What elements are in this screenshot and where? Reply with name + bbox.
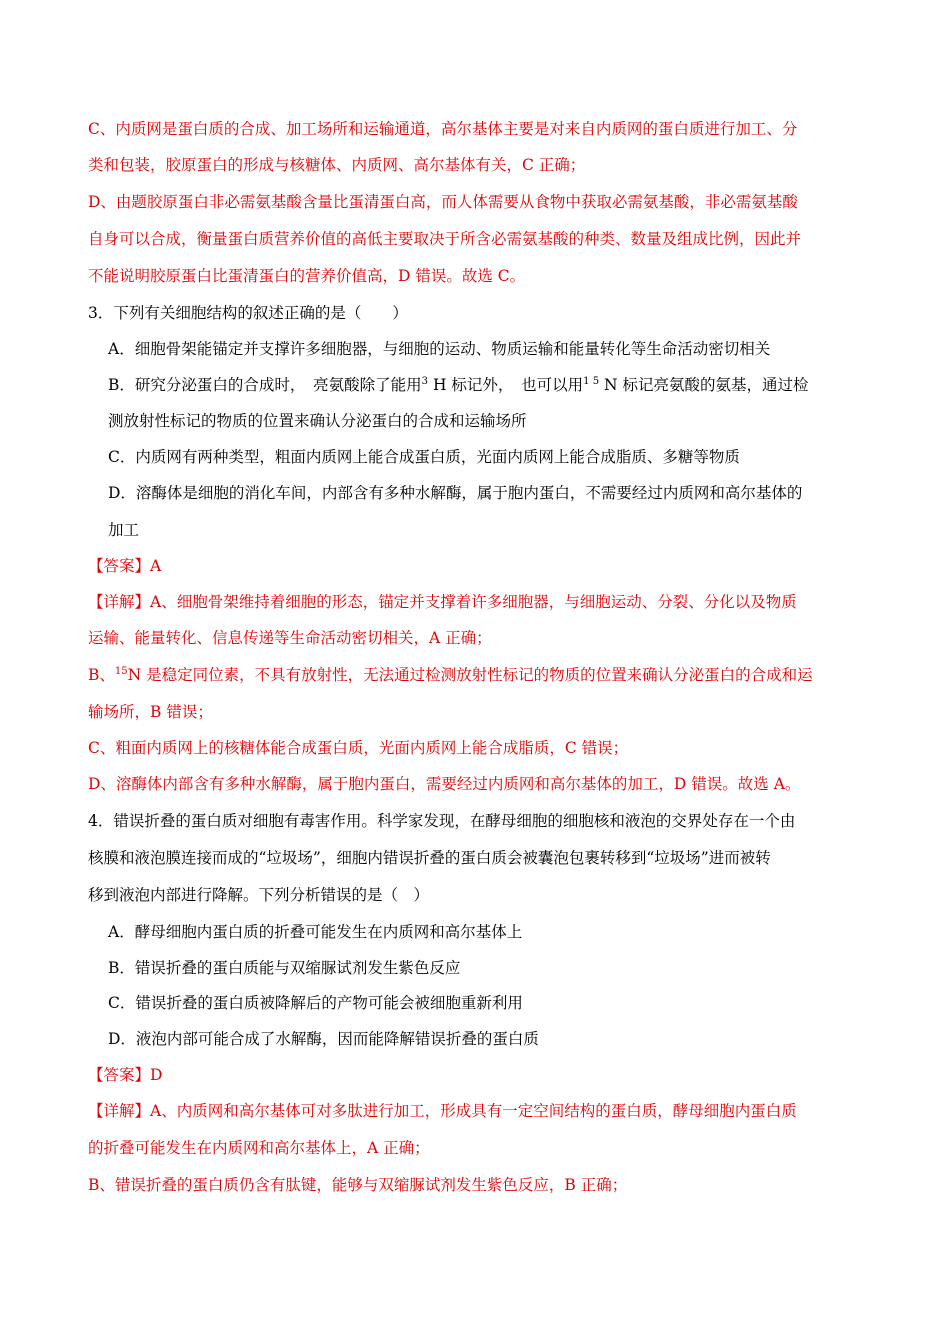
q3-option-b-line2: 测放射性标记的物质的位置来确认分泌蛋白的合成和运输场所 — [108, 412, 527, 430]
q4-explain-a-line2: 的折叠可能发生在内质网和高尔基体上，A 正确； — [88, 1139, 430, 1157]
q3-explain-b-line1 — [88, 665, 813, 685]
q3-explain-b-sup: 15 — [114, 666, 128, 677]
q3-option-b-sup1: 3 — [421, 376, 429, 387]
q3-explain-d: D、溶酶体内部含有多种水解酶，属于胞内蛋白，需要经过内质网和高尔基体的加工，D 错误。故选 A。 — [88, 775, 801, 793]
q4-option-d: D．液泡内部可能合成了水解酶，因而能降解错误折叠的蛋白质 — [108, 1030, 539, 1048]
q2-explain-c-line2: 类和包装，胶原蛋白的形成与核糖体、内质网、高尔基体有关，C 正确； — [88, 156, 586, 174]
q4-stem-line1: 4．错误折叠的蛋白质对细胞有毒害作用。科学家发现，在酵母细胞的细胞核和液泡的交界处存在一个由 — [88, 812, 796, 830]
q2-explain-d-line2: 自身可以合成，衡量蛋白质营养价值的高低主要取决于所含必需氨基酸的种类、数量及组成比例，因此并 — [88, 230, 802, 248]
q3-explain-a-line1: 【详解】A、细胞骨架维持着细胞的形态，锚定并支撑着许多细胞器，与细胞运动、分裂、分化以及物质 — [88, 593, 797, 611]
q3-explain-b-line2: 输场所，B 错误； — [88, 703, 213, 721]
q3-explain-b-text: N 是稳定同位素，不具有放射性，无法通过检测放射性标记的物质的位置来确认分泌蛋白的合成和运 — [127, 666, 813, 684]
q3-stem: 3．下列有关细胞结构的叙述正确的是（ ） — [88, 304, 408, 322]
q4-option-a: A．酵母细胞内蛋白质的折叠可能发生在内质网和高尔基体上 — [108, 923, 523, 941]
q4-stem-line3: 移到液泡内部进行降解。下列分析错误的是（ ） — [88, 886, 430, 904]
q3-explain-a-line2: 运输、能量转化、信息传递等生命活动密切相关，A 正确； — [88, 629, 492, 647]
q3-option-c: C．内质网有两种类型，粗面内质网上能合成蛋白质，光面内质网上能合成脂质、多糖等物质 — [108, 448, 740, 466]
q3-option-b-text3: N 标记亮氨酸的氨基，通过检 — [599, 376, 809, 394]
q4-option-c: C．错误折叠的蛋白质被降解后的产物可能会被细胞重新利用 — [108, 994, 523, 1012]
q3-answer: 【答案】A — [88, 557, 162, 575]
q3-explain-b-prefix: B、 — [88, 666, 115, 684]
q3-option-a: A．细胞骨架能锚定并支撑许多细胞器，与细胞的运动、物质运输和能量转化等生命活动密切相关 — [108, 340, 771, 358]
q3-option-d-line1: D．溶酶体是细胞的消化车间，内部含有多种水解酶，属于胞内蛋白，不需要经过内质网和高尔基体的 — [108, 484, 803, 502]
q4-stem-line2: 核膜和液泡膜连接而成的“垃圾场”，细胞内错误折叠的蛋白质会被囊泡包裹转移到“垃圾场”进而被转 — [88, 849, 771, 867]
q3-option-b-line1 — [108, 375, 808, 395]
q4-answer: 【答案】D — [88, 1066, 163, 1084]
q2-explain-c-line1: C、内质网是蛋白质的合成、加工场所和运输通道，高尔基体主要是对来自内质网的蛋白质进行加工、分 — [88, 120, 798, 138]
q2-explain-d-line1: D、由题胶原蛋白非必需氨基酸含量比蛋清蛋白高，而人体需要从食物中获取必需氨基酸，非必需氨基酸 — [88, 193, 798, 211]
q3-option-b-sup2: 1 5 — [583, 376, 600, 387]
q2-explain-d-line3: 不能说明胶原蛋白比蛋清蛋白的营养价值高，D 错误。故选 C。 — [88, 267, 526, 285]
q3-option-b-text1: B．研究分泌蛋白的合成时， 亮氨酸除了能用 — [108, 376, 422, 394]
q3-explain-c: C、粗面内质网上的核糖体能合成蛋白质，光面内质网上能合成脂质，C 错误； — [88, 739, 629, 757]
q4-explain-a-line1: 【详解】A、内质网和高尔基体可对多肽进行加工，形成具有一定空间结构的蛋白质，酵母细胞内蛋白质 — [88, 1102, 797, 1120]
q4-option-b: B．错误折叠的蛋白质能与双缩脲试剂发生紫色反应 — [108, 959, 461, 977]
q3-option-d-line2: 加工 — [108, 521, 140, 539]
q3-option-b-text2: H 标记外， 也可以用 — [428, 376, 584, 394]
q4-explain-b: B、错误折叠的蛋白质仍含有肽键，能够与双缩脲试剂发生紫色反应，B 正确； — [88, 1176, 628, 1194]
